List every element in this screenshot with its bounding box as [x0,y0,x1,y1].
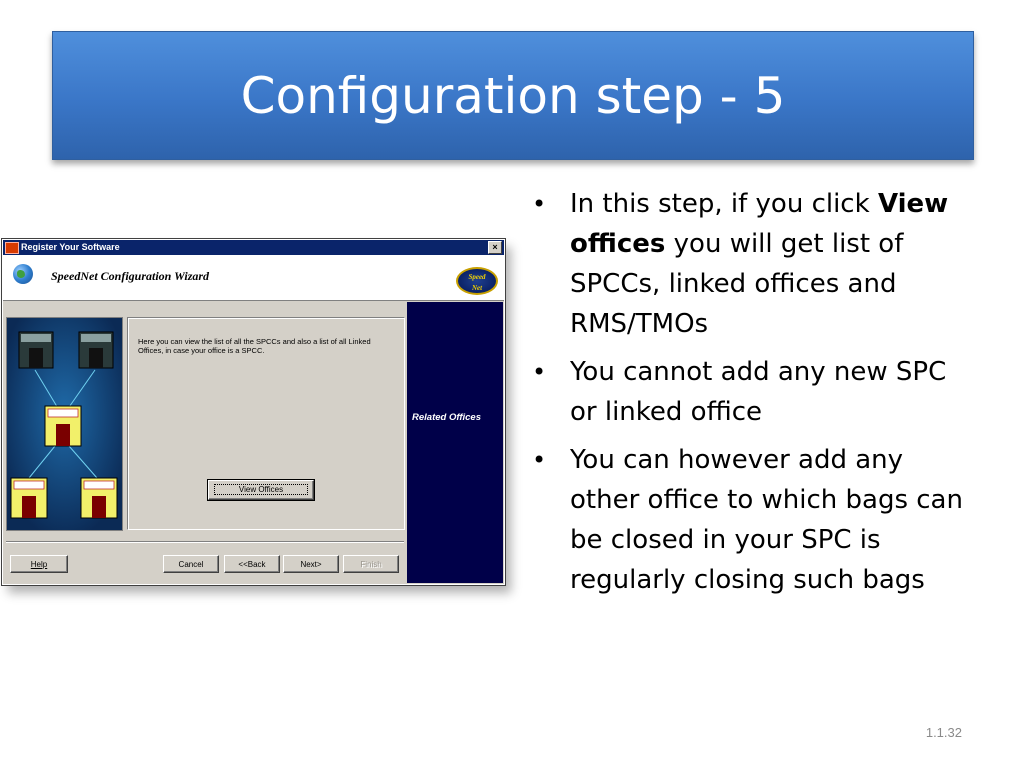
close-icon[interactable]: × [488,241,502,254]
bullet-item [528,440,968,600]
cancel-label: Cancel [178,560,204,569]
wizard-side-panel [407,302,503,583]
related-offices-label: Related Offices [412,412,481,423]
window-title: Register Your Software [21,242,120,252]
bullet-text-suffix: you will get list of SPCCs, linked offices and RMS/TMOs [570,229,904,339]
bullet-text: You cannot add any new SPC or linked office [570,357,947,427]
slide-number: 1.1.32 [925,725,962,740]
button-separator [6,541,404,543]
bullet-item [528,184,968,344]
bullet-text: You can however add any other office to which bags can be closed in your SPC is regularly closing such bags [570,445,963,595]
bullet-dot-icon: • [532,190,547,218]
window-titlebar[interactable] [3,240,504,255]
finish-button [343,555,399,573]
office-building-icon [19,332,53,368]
wizard-content-panel [127,317,405,530]
bullet-list [528,184,968,608]
app-icon [5,242,19,254]
bullet-dot-icon: • [532,358,547,386]
slide-title-banner [52,31,974,160]
view-offices-button[interactable] [208,480,314,500]
next-label: Next> [300,560,322,569]
office-network-icon [7,318,122,530]
office-network-illustration [6,317,123,531]
bullet-item [528,352,968,432]
help-label: Help [30,560,48,569]
back-label: <<Back [238,560,266,569]
wizard-title: SpeedNet Configuration Wizard [51,269,210,283]
help-button[interactable] [10,555,68,573]
register-software-window [2,239,505,585]
finish-label: Finish [360,560,382,569]
wizard-header [3,255,504,301]
bullet-text: In this step, if you click [570,189,878,219]
bullet-bold-text: View offices [570,189,949,259]
bullet-dot-icon: • [532,446,547,474]
wizard-description: Here you can view the list of all the SPCCs and also a list of all Linked Offices, in case your office is a SPCC. [138,337,371,355]
slide-title: Configuration step - 5 [240,66,786,125]
cancel-button[interactable] [163,555,219,573]
next-button[interactable] [283,555,339,573]
logo-line-2: Net [471,284,483,292]
speednet-logo [456,267,498,295]
logo-line-1: Speed [468,273,486,281]
view-offices-label: View Offices [214,484,308,495]
globe-icon [13,264,33,284]
back-button[interactable] [224,555,280,573]
